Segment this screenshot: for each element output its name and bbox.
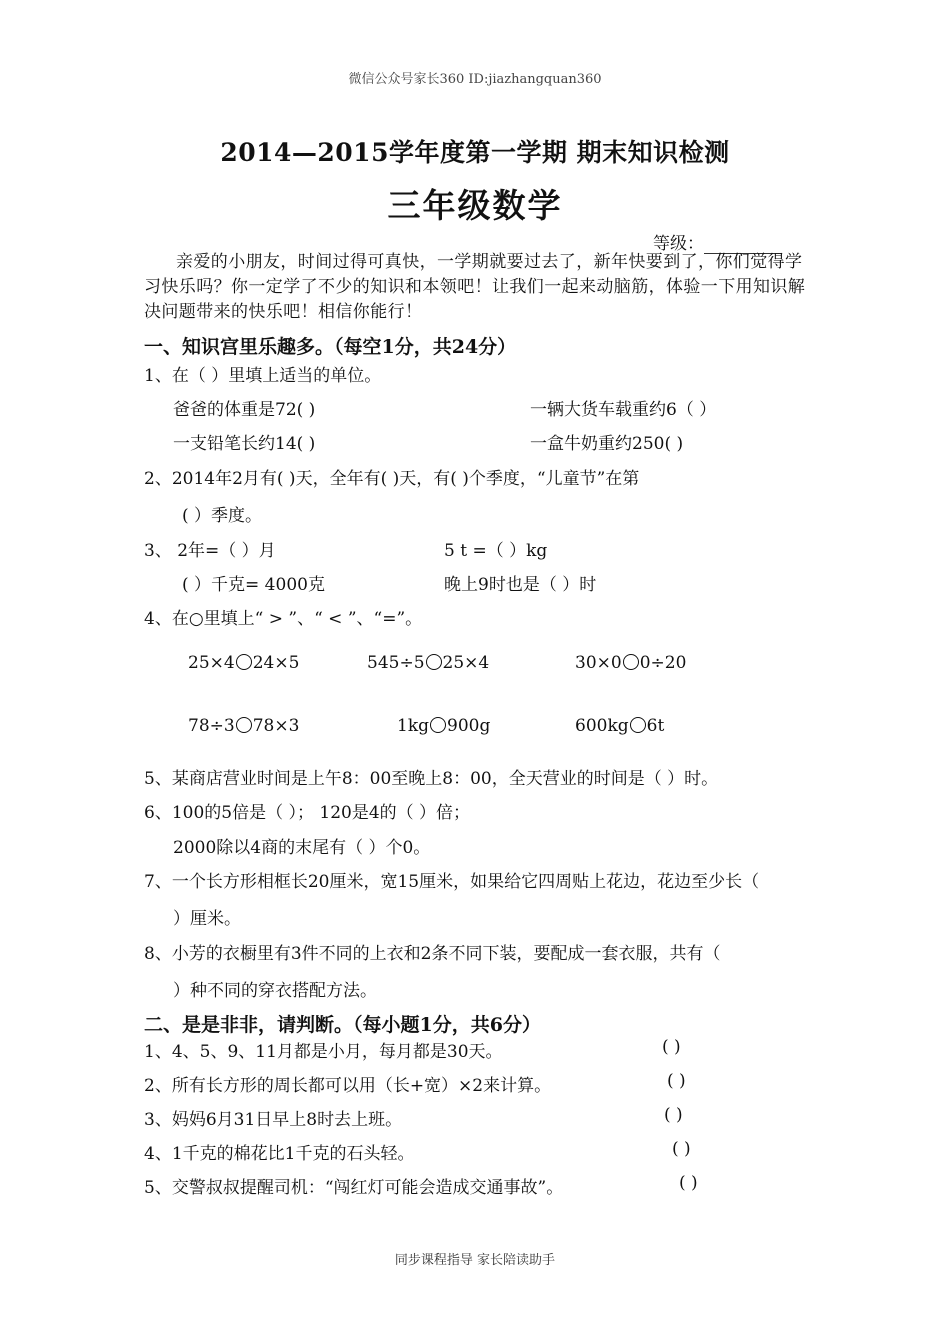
compare-right: 6t xyxy=(646,716,665,736)
compare-item xyxy=(575,716,664,736)
footer-note: 同步课程指导 家长陪读助手 xyxy=(394,1253,556,1268)
judge-item-paren[interactable]: ( ) xyxy=(679,1173,698,1193)
compare-right: 25×4 xyxy=(442,653,490,673)
judge-item-text: 3、妈妈6月31日早上8时去上班。 xyxy=(144,1110,403,1130)
compare-circle[interactable] xyxy=(236,717,252,733)
q1d-text: 一盒牛奶重约250( ) xyxy=(530,434,684,454)
compare-left: 78÷3 xyxy=(188,716,235,736)
intro-paragraph: 亲爱的小朋友，时间过得可真快，一学期就要过去了，新年快要到了，你们觉得学习快乐吗？你一定学了不少的知识和本领吧！让我们一起来动脑筋，体验一下用知识解决问题带来的快乐吧！相信你能行！ xyxy=(144,252,806,322)
compare-left: 30×0 xyxy=(575,653,622,673)
q3c-text: ( ）千克= 4000克 xyxy=(182,575,325,595)
judge-item-text: 2、所有长方形的周长都可以用（长+宽）×2来计算。 xyxy=(144,1076,552,1096)
q1b-text: 一辆大货车载重约6（ ） xyxy=(530,400,717,420)
compare-item xyxy=(367,653,489,673)
compare-right: 900g xyxy=(447,716,491,736)
compare-circle[interactable] xyxy=(236,654,252,670)
q3d-text: 晚上9时也是（ ）时 xyxy=(444,575,597,595)
compare-right: 78×3 xyxy=(252,716,300,736)
q3a-text: 3、 2年=（ ）月 xyxy=(144,541,276,561)
compare-left: 1kg xyxy=(397,716,429,736)
q3b-text: 5 t =（ ）kg xyxy=(444,541,548,561)
compare-item xyxy=(188,716,299,736)
q4-text: 4、在○里填上“ > ”、“ < ”、“=”。 xyxy=(144,609,423,629)
compare-item xyxy=(188,653,299,673)
page-subtitle: 三年级数学 xyxy=(387,186,563,225)
q5-text: 5、某商店营业时间是上午8：00至晚上8：00，全天营业的时间是（ ）时。 xyxy=(144,769,719,789)
section2-heading: 二、是是非非，请判断。（每小题1分，共6分） xyxy=(144,1014,541,1036)
q1c-text: 一支铅笔长约14( ) xyxy=(173,434,316,454)
q2-line2: ( ）季度。 xyxy=(182,506,263,526)
judge-item-paren[interactable]: ( ) xyxy=(664,1105,683,1125)
q7-line1: 7、一个长方形相框长20厘米，宽15厘米，如果给它四周贴上花边，花边至少长（ xyxy=(144,872,760,892)
q8-line2: ）种不同的穿衣搭配方法。 xyxy=(173,981,377,1001)
compare-circle[interactable] xyxy=(630,717,646,733)
compare-item xyxy=(397,716,490,736)
grade-label: 等级： xyxy=(653,234,704,254)
compare-right: 0÷20 xyxy=(639,653,687,673)
judge-item-paren[interactable]: ( ) xyxy=(672,1139,691,1159)
header-note: 微信公众号家长360 ID:jiazhangquan360 xyxy=(348,72,602,87)
judge-item-paren[interactable]: ( ) xyxy=(662,1037,681,1057)
q1-text: 1、在（ ）里填上适当的单位。 xyxy=(144,366,382,386)
judge-item-text: 1、4、5、9、11月都是小月，每月都是30天。 xyxy=(144,1042,503,1062)
q8-line1: 8、小芳的衣橱里有3件不同的上衣和2条不同下装，要配成一套衣服，共有（ xyxy=(144,944,721,964)
compare-circle[interactable] xyxy=(426,654,442,670)
q7-line2: ）厘米。 xyxy=(173,909,241,929)
compare-left: 25×4 xyxy=(188,653,235,673)
section1-heading: 一、知识宫里乐趣多。（每空1分，共24分） xyxy=(144,336,517,358)
q2-line1: 2、2014年2月有( )天，全年有( )天，有( )个季度，“儿童节”在第 xyxy=(144,469,640,489)
q1a-text: 爸爸的体重是72( ) xyxy=(173,400,316,420)
compare-right: 24×5 xyxy=(252,653,300,673)
q6a-text: 6、100的5倍是（ ）； 120是4的（ ）倍； xyxy=(144,803,471,823)
compare-circle[interactable] xyxy=(430,717,446,733)
judge-item-paren[interactable]: ( ) xyxy=(667,1071,686,1091)
compare-item xyxy=(575,653,686,673)
q6b-text: 2000除以4商的末尾有（ ）个0。 xyxy=(173,838,431,858)
judge-item-text: 4、1千克的棉花比1千克的石头轻。 xyxy=(144,1144,415,1164)
judge-item-text: 5、交警叔叔提醒司机：“闯红灯可能会造成交通事故”。 xyxy=(144,1178,564,1198)
compare-left: 545÷5 xyxy=(367,653,425,673)
page-title: 2014—2015学年度第一学期 期末知识检测 xyxy=(220,138,730,167)
compare-circle[interactable] xyxy=(623,654,639,670)
compare-left: 600kg xyxy=(575,716,629,736)
